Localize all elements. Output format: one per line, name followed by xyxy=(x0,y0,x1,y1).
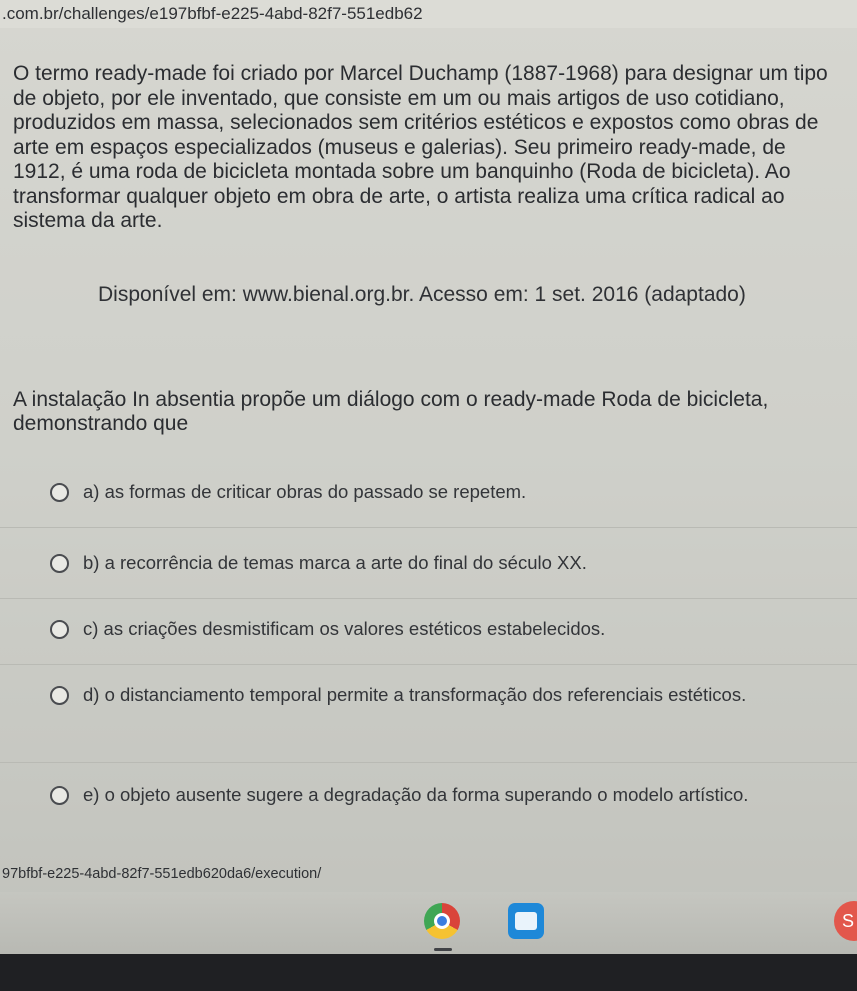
option-e-label: e) o objeto ausente sugere a degradação da forma superando o modelo artístico. xyxy=(83,784,749,805)
option-d[interactable] xyxy=(50,678,840,712)
radio-button-icon[interactable] xyxy=(50,686,69,705)
option-divider xyxy=(0,527,857,528)
question-prompt: A instalação In absentia propõe um diálogo com o ready-made Roda de bicicleta, demonstrando que xyxy=(13,388,769,435)
option-c[interactable] xyxy=(50,612,840,646)
screen-bottom-bezel xyxy=(0,954,857,991)
radio-button-icon[interactable] xyxy=(50,554,69,573)
option-divider xyxy=(0,664,857,665)
option-d-label: d) o distanciamento temporal permite a transformação dos referenciais estéticos. xyxy=(83,684,747,705)
option-c-label: c) as criações desmistificam os valores estéticos estabelecidos. xyxy=(83,618,606,639)
option-a[interactable] xyxy=(50,475,840,509)
option-a-label: a) as formas de criticar obras do passado se repetem. xyxy=(83,481,527,502)
question-text-paragraph: O termo ready-made foi criado por Marcel Duchamp (1887-1968) para designar um tipo de objeto, por ele inventado, que consiste em um ou mais artigos de uso cotidiano, produzidos em massa, selecionados sem critérios estéticos e expostos como obras de arte em espaços especializados (museus e galerias). Seu primeiro ready-made, de 1912, é uma roda de bicicleta montada sobre um banquinho (Roda de bicicleta). Ao transformar qualquer objeto em obra de arte, o artista realiza uma crítica radical ao sistema da arte. xyxy=(13,62,828,232)
status-bar-url: 97bfbf-e225-4abd-82f7-551edb620da6/execution/ xyxy=(2,866,322,882)
active-app-indicator xyxy=(434,948,452,951)
app-icon[interactable] xyxy=(834,901,857,941)
app-icon-letter: S xyxy=(842,911,855,931)
browser-url-top[interactable]: .com.br/challenges/e197bfbf-e225-4abd-82f7-551edb62 xyxy=(0,0,857,28)
chrome-icon[interactable] xyxy=(424,903,460,939)
radio-button-icon[interactable] xyxy=(50,786,69,805)
radio-button-icon[interactable] xyxy=(50,620,69,639)
option-divider xyxy=(0,598,857,599)
taskbar xyxy=(0,892,857,954)
option-b-label: b) a recorrência de temas marca a arte do final do século XX. xyxy=(83,552,587,573)
option-b[interactable] xyxy=(50,546,840,580)
question-source: Disponível em: www.bienal.org.br. Acesso em: 1 set. 2016 (adaptado) xyxy=(98,283,746,306)
radio-button-icon[interactable] xyxy=(50,483,69,502)
option-divider xyxy=(0,762,857,763)
option-e[interactable] xyxy=(50,778,840,812)
files-icon[interactable] xyxy=(508,903,544,939)
